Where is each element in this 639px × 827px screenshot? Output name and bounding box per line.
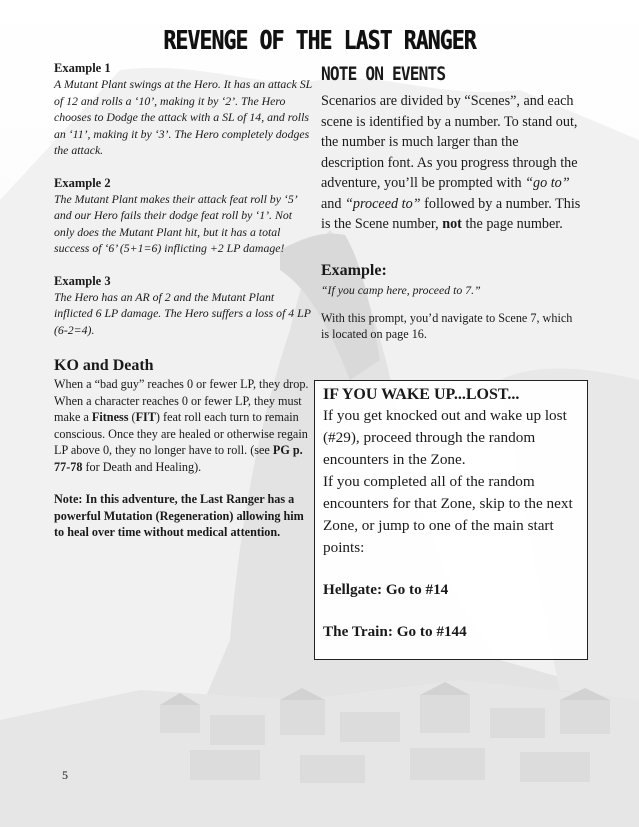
example-heading: Example 2 [54,175,111,190]
left-column [54,60,314,541]
hellgate-link[interactable]: Hellgate: Go to #14 [323,581,449,598]
example-body: A Mutant Plant swings at the Hero. It has an attack SL of 12 and rolls a ‘10’, making it by ‘2’. The Hero chooses to Dodge the attack with a SL of 14, and rolls an ‘11’, making it by ‘3’. The Hero completely dodges the attack. [54,77,312,157]
example-1 [54,60,314,159]
box-paragraph-1: If you get knocked out and wake up lost (#29), proceed through the random encounters in the Zone. [323,407,567,468]
right-column [321,63,583,343]
events-body: Scenarios are divided by “Scenes”, and each scene is identified by a number. To stand out, the number is much larger than the description font. As you progress through the adventure, you’ll be prompted with “go to” and “proceed to” followed by a number. This is the Scene number, not the page number. [321,93,581,232]
ko-body: When a “bad guy” reaches 0 or fewer LP, they drop. When a character reaches 0 or fewer LP, they must make a Fitness (FIT) feat roll each turn to remain conscious. Once they are healed or otherwise regain LP above 0, they no longer have to roll. (see PG p. 77-78 for Death and Healing). [54,377,309,474]
box-heading: IF YOU WAKE UP...LOST... [323,386,520,403]
example-heading: Example 1 [54,61,111,75]
example-3 [54,273,314,339]
example-body: The Mutant Plant makes their attack feat roll by ‘5’ and our Hero fails their dodge feat roll by ‘1’. Not only does the Mutant Plant hit, but it has a total success of ‘6’ (5+1=6) inflicting +2 LP damage! [54,191,297,255]
example-explanation: With this prompt, you’d navigate to Scene 7, which is located on page 16. [321,310,573,341]
wake-up-lost-box [314,380,588,660]
ko-heading: KO and Death [54,357,154,374]
box-paragraph-2: If you completed all of the random encounters for that Zone, skip to the next Zone, or jump to one of the main start points: [323,473,573,556]
train-link[interactable]: The Train: Go to #144 [323,623,467,640]
ko-section [54,356,314,475]
page-title: REVENGE OF THE LAST RANGER [163,26,476,56]
page-number: 5 [62,768,68,782]
events-heading: NOTE ON EVENTS [321,63,446,85]
regeneration-note: Note: In this adventure, the Last Ranger has a powerful Mutation (Regeneration) allowing him to heal over time without medical attention. [54,492,304,539]
example-2 [54,175,314,257]
example-heading: Example 3 [54,273,111,288]
example-body: The Hero has an AR of 2 and the Mutant Plant inflicted 6 LP damage. The Hero suffers a loss of 4 LP (6-2=4). [54,289,311,337]
example-subheading: Example: [321,261,387,279]
example-quote: “If you camp here, proceed to 7.” [321,282,481,297]
